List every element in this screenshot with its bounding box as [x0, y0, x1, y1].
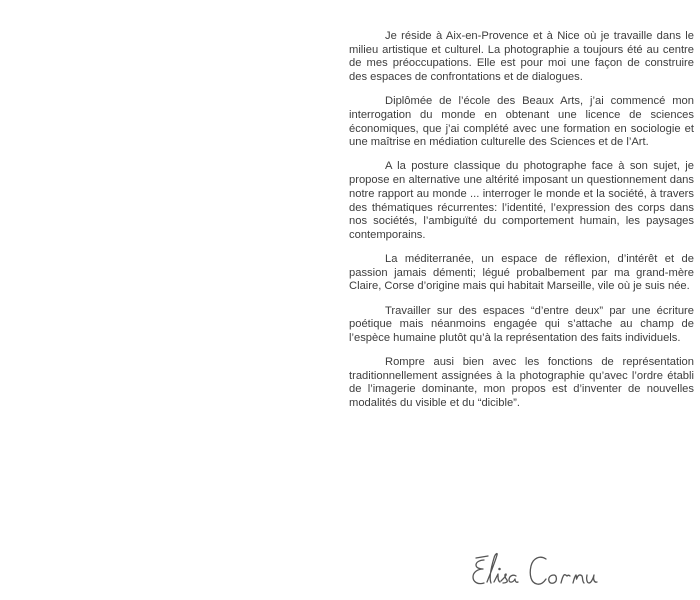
paragraph-mediterranean: La méditerranée, un espace de réflexion, d’intérêt et de passion jamais démenti; légué probalbement par ma grand-mère Claire, Corse d’origine mais qui habitait Marseille, vile où je suis née. — [349, 253, 694, 293]
paragraph-break-with-tradition: Rompre ausi bien avec les fonctions de représentation traditionnellement assignées à la photographie qu’avec l’ordre établi de l’imagerie dominante, mon propos est d’inventer de nouvelles modalités du visible et du “dicible”. — [349, 356, 694, 410]
biography-text — [349, 30, 694, 421]
paragraph-artistic-approach: A la posture classique du photographe face à son sujet, je propose en alternative une altérité imposant un questionnement dans notre rapport au monde ... interroger le monde et la société, à travers des thématiques récurrentes: l’identité, l’expression des corps dans nos sociétés, l’ambiguïté du comportement humain, les paysages contemporains. — [349, 160, 694, 241]
handwritten-signature — [470, 548, 630, 594]
paragraph-residence: Je réside à Aix-en-Provence et à Nice où je travaille dans le milieu artistique et culturel. La photographie a toujours été au centre de mes préoccupations. Elle est pour moi une façon de construire des espaces de confrontations et de dialogues. — [349, 30, 694, 84]
paragraph-education: Diplômée de l’école des Beaux Arts, j’ai commencé mon interrogation du monde en obtenant une licence de sciences économiques, que j’ai complété avec une formation en sociologie et une maîtrise en médiation culturelle des Sciences et de l’Art. — [349, 95, 694, 149]
paragraph-in-between-spaces: Travailler sur des espaces “d’entre deux” par une écriture poétique mais néanmoins engagée qui s’attache au champ de l’espèce humaine plutôt qu’à la représentation des faits individuels. — [349, 304, 694, 344]
